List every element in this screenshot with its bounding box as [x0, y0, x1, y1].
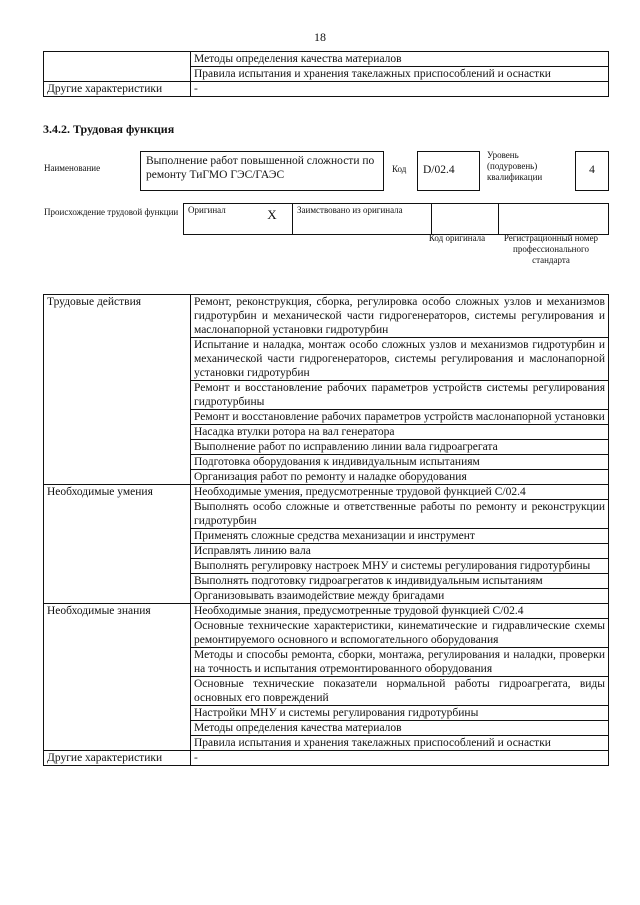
- table-row: [44, 82, 609, 97]
- empty-label-cell: [44, 52, 191, 82]
- original-mark: X: [252, 204, 293, 235]
- original-label: Оригинал: [184, 204, 253, 235]
- table-row: [44, 295, 609, 338]
- table-cell: Организовывать взаимодействие между бригадами: [191, 589, 609, 604]
- name-label: Наименование: [44, 163, 101, 173]
- table-cell: Выполнение работ по исправлению линии вала гидроагрегата: [191, 440, 609, 455]
- original-code-cell: [432, 204, 499, 235]
- table-cell: Насадка втулки ротора на вал генератора: [191, 425, 609, 440]
- section-title: 3.4.2. Трудовая функция: [43, 122, 175, 136]
- table-cell: Исправлять линию вала: [191, 544, 609, 559]
- other-label: Другие характеристики: [44, 82, 191, 97]
- table-cell: Основные технические показатели нормальной работы гидроагрегата, виды основных его повреждений: [191, 677, 609, 706]
- other-value: -: [191, 82, 609, 97]
- table-row: [44, 604, 609, 619]
- other-value: -: [191, 751, 609, 766]
- table-cell: Основные технические характеристики, кинематические и гидравлические схемы ремонтируемого основного и вспомогательного оборудования: [191, 619, 609, 648]
- table-row: [184, 204, 609, 235]
- table-cell: Правила испытания и хранения такелажных приспособлений и оснастки: [191, 67, 609, 82]
- table-cell: Методы определения качества материалов: [191, 52, 609, 67]
- page-number: 18: [314, 30, 326, 44]
- previous-function-tail-table: [43, 51, 609, 97]
- table-cell: Необходимые знания, предусмотренные трудовой функцией C/02.4: [191, 604, 609, 619]
- level-box: 4: [575, 151, 609, 191]
- table-cell: Ремонт и восстановление рабочих параметров устройств маслонапорной установки: [191, 410, 609, 425]
- table-cell: Необходимые умения, предусмотренные трудовой функцией C/02.4: [191, 485, 609, 500]
- code-box: D/02.4: [417, 151, 480, 191]
- other-label: Другие характеристики: [44, 751, 191, 766]
- borrowed-label: Заимствовано из оригинала: [293, 204, 432, 235]
- code-label: Код: [392, 164, 407, 174]
- table-cell: Методы определения качества материалов: [191, 721, 609, 736]
- original-code-note: Код оригинала: [428, 233, 486, 243]
- table-cell: Настройки МНУ и системы регулирования гидротурбины: [191, 706, 609, 721]
- table-cell: Применять сложные средства механизации и инструмент: [191, 529, 609, 544]
- origin-label: Происхождение трудовой функции: [44, 207, 179, 217]
- table-cell: Подготовка оборудования к индивидуальным испытаниям: [191, 455, 609, 470]
- table-cell: Методы и способы ремонта, сборки, монтажа, регулирования и наладки, проверки на точность и испытания отремонтированного оборудования: [191, 648, 609, 677]
- table-cell: Выполнять регулировку настроек МНУ и системы регулирования гидротурбины: [191, 559, 609, 574]
- table-cell: Ремонт, реконструкция, сборка, регулировка особо сложных узлов и механизмов гидротурбин и механической части гидрогенераторов, системы регулирования и маслонапорной установки гидротурбин: [191, 295, 609, 338]
- group-label: Трудовые действия: [44, 295, 191, 485]
- table-row: [44, 485, 609, 500]
- group-label: Необходимые знания: [44, 604, 191, 751]
- table-cell: Испытание и наладка, монтаж особо сложных узлов и механизмов гидротурбин и механической части гидрогенераторов, системы регулирования и маслонапорной установки гидротурбин: [191, 338, 609, 381]
- origin-table: [183, 203, 609, 235]
- level-label: Уровень (подуровень) квалификации: [487, 150, 543, 182]
- table-cell: Организация работ по ремонту и наладке оборудования: [191, 470, 609, 485]
- function-details-table: [43, 294, 609, 766]
- table-row: [44, 52, 609, 67]
- table-cell: Выполнять подготовку гидроагрегатов к индивидуальным испытаниям: [191, 574, 609, 589]
- table-cell: Ремонт и восстановление рабочих параметров устройств системы регулирования гидротурбины: [191, 381, 609, 410]
- table-row: [44, 751, 609, 766]
- function-name-box: Выполнение работ повышенной сложности по ремонту ТиГМО ГЭС/ГАЭС: [140, 151, 384, 191]
- table-cell: Правила испытания и хранения такелажных приспособлений и оснастки: [191, 736, 609, 751]
- table-cell: Выполнять особо сложные и ответственные работы по ремонту и реконструкции гидротурбин: [191, 500, 609, 529]
- group-label: Необходимые умения: [44, 485, 191, 604]
- registration-number-cell: [499, 204, 609, 235]
- registration-number-note: Регистрационный номер профессионального стандарта: [503, 233, 599, 265]
